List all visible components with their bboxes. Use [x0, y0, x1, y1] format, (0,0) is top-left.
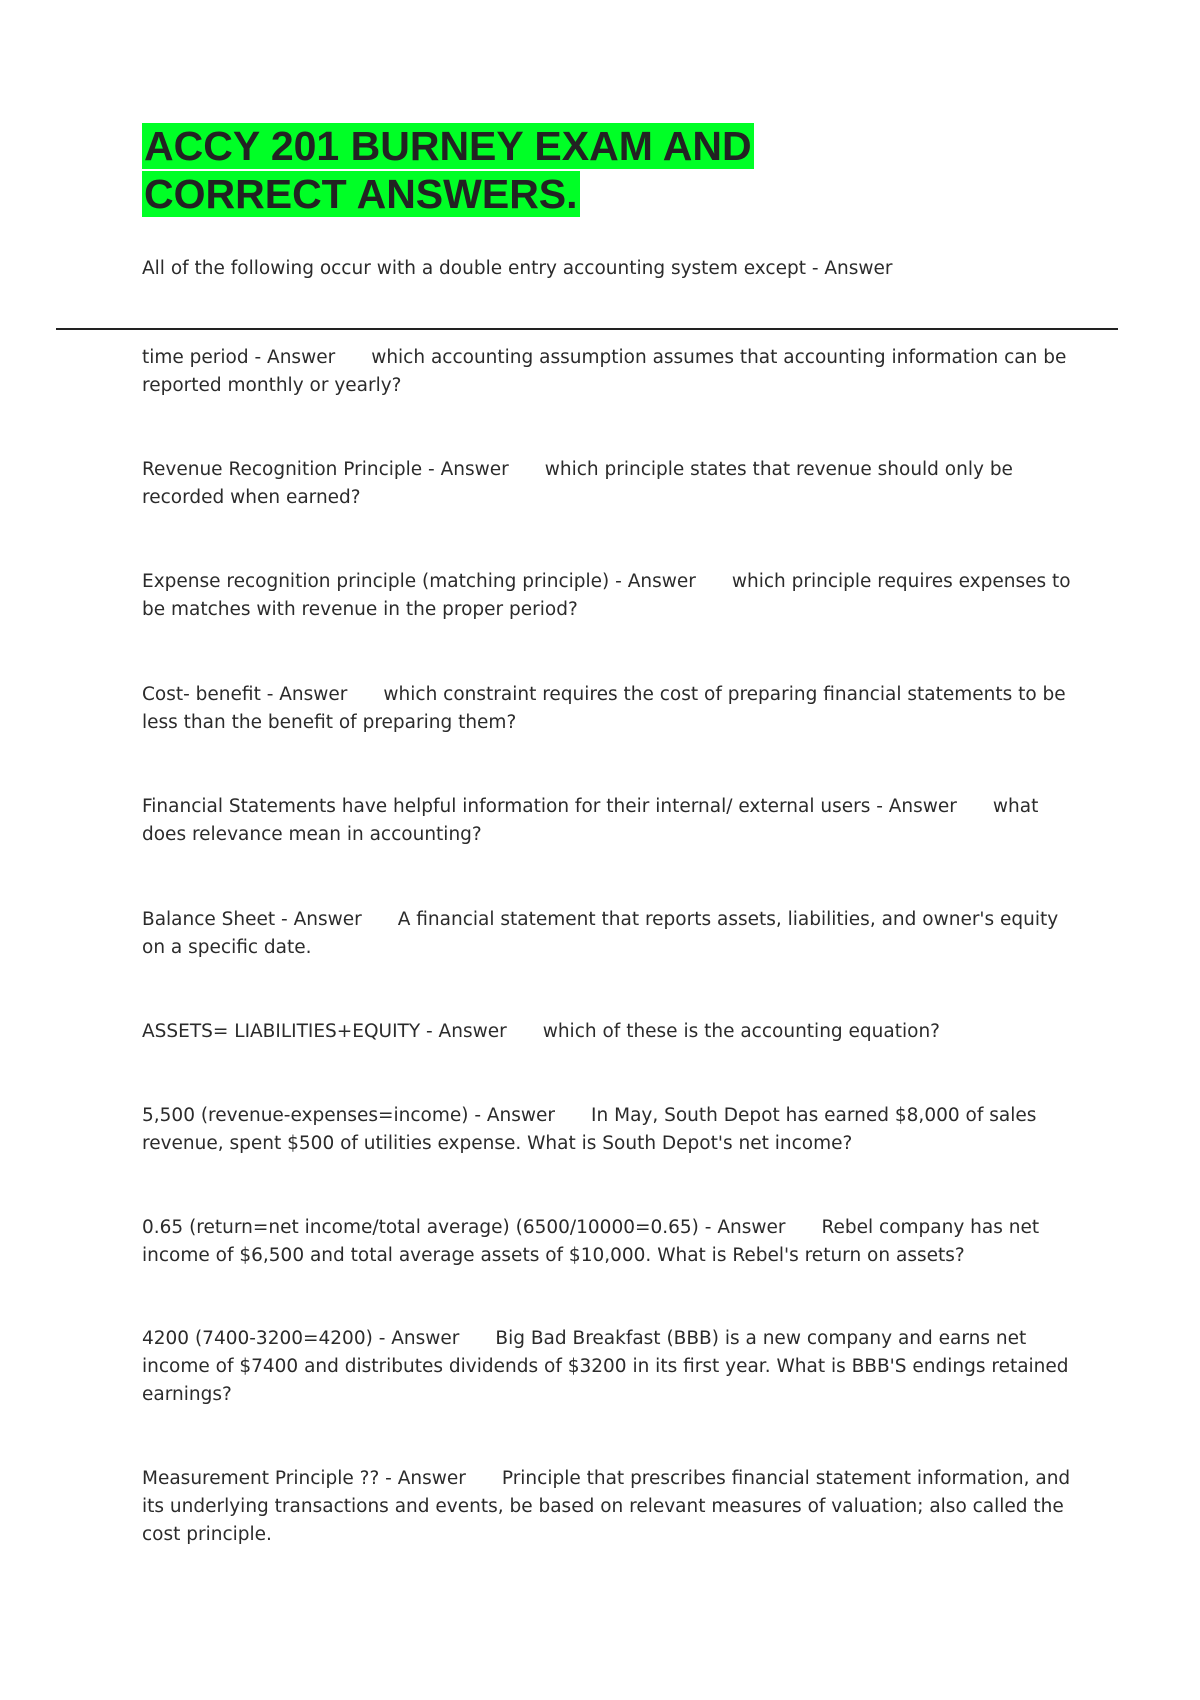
qa-answer: 5,500 (revenue-expenses=income) - Answer	[142, 1105, 556, 1126]
qa-answer: Financial Statements have helpful information for their internal/ external users - Answer	[142, 796, 957, 817]
qa-question: Principle that prescribes financial statement information, and its underlying transactions and events, be based on relevant measures of valuation; also called the cost principle.	[142, 1468, 1071, 1545]
qa-item	[142, 1465, 1072, 1549]
qa-question: which principle states that revenue should only be recorded when earned?	[142, 459, 1013, 508]
qa-answer: 4200 (7400-3200=4200) - Answer	[142, 1328, 460, 1349]
qa-item	[142, 1102, 1072, 1158]
intro-question: All of the following occur with a double entry accounting system except - Answer	[142, 258, 893, 279]
qa-item	[142, 456, 1072, 512]
qa-item	[142, 1214, 1072, 1270]
qa-answer: Cost- benefit - Answer	[142, 684, 348, 705]
qa-answer: Revenue Recognition Principle - Answer	[142, 459, 509, 480]
qa-answer: 0.65 (return=net income/total average) (6500/10000=0.65) - Answer	[142, 1217, 786, 1238]
qa-item	[142, 906, 1072, 962]
horizontal-divider	[56, 328, 1118, 330]
qa-question: which constraint requires the cost of preparing financial statements to be less than the benefit of preparing them?	[142, 684, 1066, 733]
qa-question: which of these is the accounting equation?	[542, 1021, 940, 1042]
qa-item	[142, 1325, 1072, 1409]
qa-item	[142, 793, 1072, 849]
title-line-2: CORRECT ANSWERS.	[144, 171, 578, 217]
qa-question: what does relevance mean in accounting?	[142, 796, 1039, 845]
qa-item	[142, 681, 1072, 737]
document-title	[142, 122, 902, 218]
qa-question: Rebel company has net income of $6,500 and total average assets of $10,000. What is Rebel's return on assets?	[142, 1217, 1040, 1266]
qa-item	[142, 568, 1072, 624]
qa-question: which principle requires expenses to be matches with revenue in the proper period?	[142, 571, 1071, 620]
qa-answer: Expense recognition principle (matching principle) - Answer	[142, 571, 696, 592]
title-line-1: ACCY 201 BURNEY EXAM AND	[144, 123, 752, 169]
qa-question: which accounting assumption assumes that accounting information can be reported monthly or yearly?	[142, 347, 1067, 396]
qa-answer: time period - Answer	[142, 347, 336, 368]
qa-item	[142, 344, 1072, 400]
qa-item	[142, 1018, 1072, 1046]
qa-answer: Balance Sheet - Answer	[142, 909, 362, 930]
qa-question: A financial statement that reports assets, liabilities, and owner's equity on a specific date.	[142, 909, 1059, 958]
qa-question: Big Bad Breakfast (BBB) is a new company and earns net income of $7400 and distributes dividends of $3200 in its first year. What is BBB'S endings retained earnings?	[142, 1328, 1069, 1405]
qa-question: In May, South Depot has earned $8,000 of sales revenue, spent $500 of utilities expense. What is South Depot's net income?	[142, 1105, 1037, 1154]
qa-answer: ASSETS= LIABILITIES+EQUITY - Answer	[142, 1021, 507, 1042]
qa-answer: Measurement Principle ?? - Answer	[142, 1468, 466, 1489]
